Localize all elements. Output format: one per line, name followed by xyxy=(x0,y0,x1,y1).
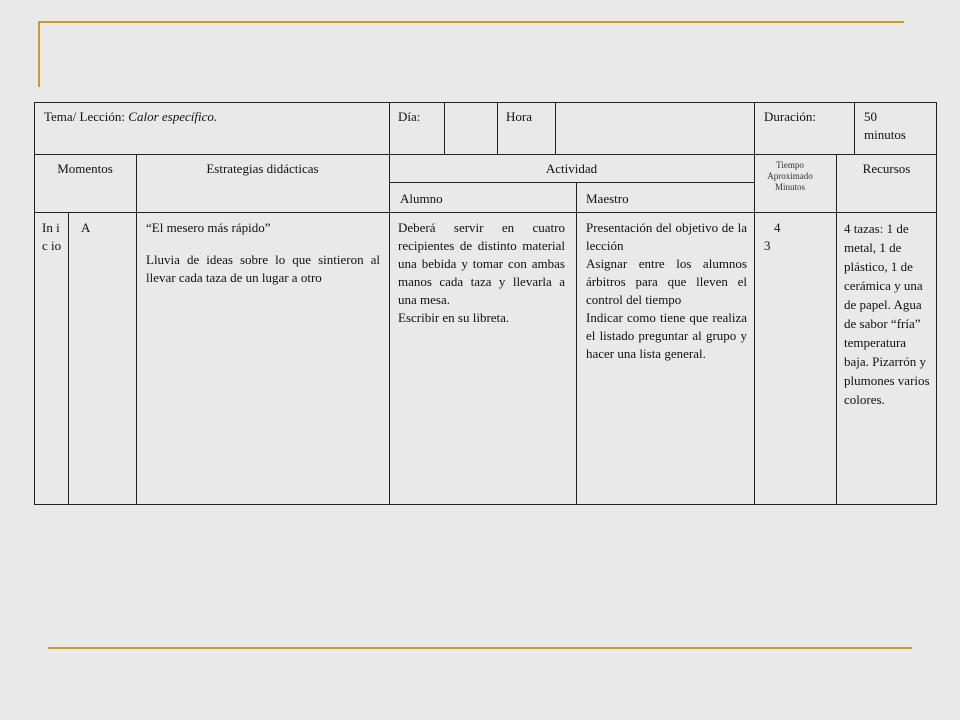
momentos-header: Momentos xyxy=(57,161,113,176)
duracion-value-line2: minutos xyxy=(864,127,906,142)
alumno-p2: Escribir en su libreta. xyxy=(398,310,510,325)
maestro-header: Maestro xyxy=(586,191,629,206)
recursos-header: Recursos xyxy=(862,161,911,176)
maestro-cell xyxy=(586,219,747,363)
lesson-plan-table xyxy=(34,102,937,505)
tema-value: Calor específico. xyxy=(128,109,218,124)
alumno-p1: Deberá servir en cuatro recipientes de distinto material una bebida y tomar con ambas manos cada taza y llevarla a una mesa. xyxy=(398,220,565,307)
duracion-value-line1: 50 xyxy=(864,109,877,124)
hora-label: Hora xyxy=(506,109,532,124)
tema-leccion xyxy=(44,108,384,126)
tiempo-cell xyxy=(764,219,804,255)
tiempo-header: Tiempo Aproximado Minutos xyxy=(767,160,813,192)
estrategias-header: Estrategias didácticas xyxy=(206,161,319,176)
duracion-label: Duración: xyxy=(764,109,816,124)
alumno-header: Alumno xyxy=(400,191,443,206)
momento-inicio: In ic io xyxy=(42,220,62,253)
momento-sub: A xyxy=(81,220,91,235)
maestro-p2: Asignar entre los alumnos árbitros para que lleven el control del tiempo xyxy=(586,256,747,307)
bottom-accent-line xyxy=(48,647,912,649)
tiempo-1: 4 xyxy=(774,220,781,235)
estrategia-cell xyxy=(146,219,380,287)
tema-label: Tema/ Lección: xyxy=(44,109,129,124)
left-accent-line xyxy=(38,21,40,87)
recursos-cell: 4 tazas: 1 de metal, 1 de plástico, 1 de cerámica y una de papel. Agua de sabor “fría” temperatura baja. Pizarrón y plumones varios colores. xyxy=(844,221,930,407)
dia-label: Día: xyxy=(398,109,421,124)
maestro-p1: Presentación del objetivo de la lección xyxy=(586,220,747,253)
duracion-value xyxy=(864,108,934,144)
estrategia-title: “El mesero más rápido” xyxy=(146,220,271,235)
top-accent-line xyxy=(40,21,904,23)
maestro-p3: Indicar como tiene que realiza el listado preguntar al grupo y hacer una lista general. xyxy=(586,310,747,361)
actividad-header: Actividad xyxy=(545,161,598,176)
tiempo-2: 3 xyxy=(764,238,771,253)
estrategia-body: Lluvia de ideas sobre lo que sintieron al llevar cada taza de un lugar a otro xyxy=(146,252,380,285)
alumno-cell xyxy=(398,219,565,327)
